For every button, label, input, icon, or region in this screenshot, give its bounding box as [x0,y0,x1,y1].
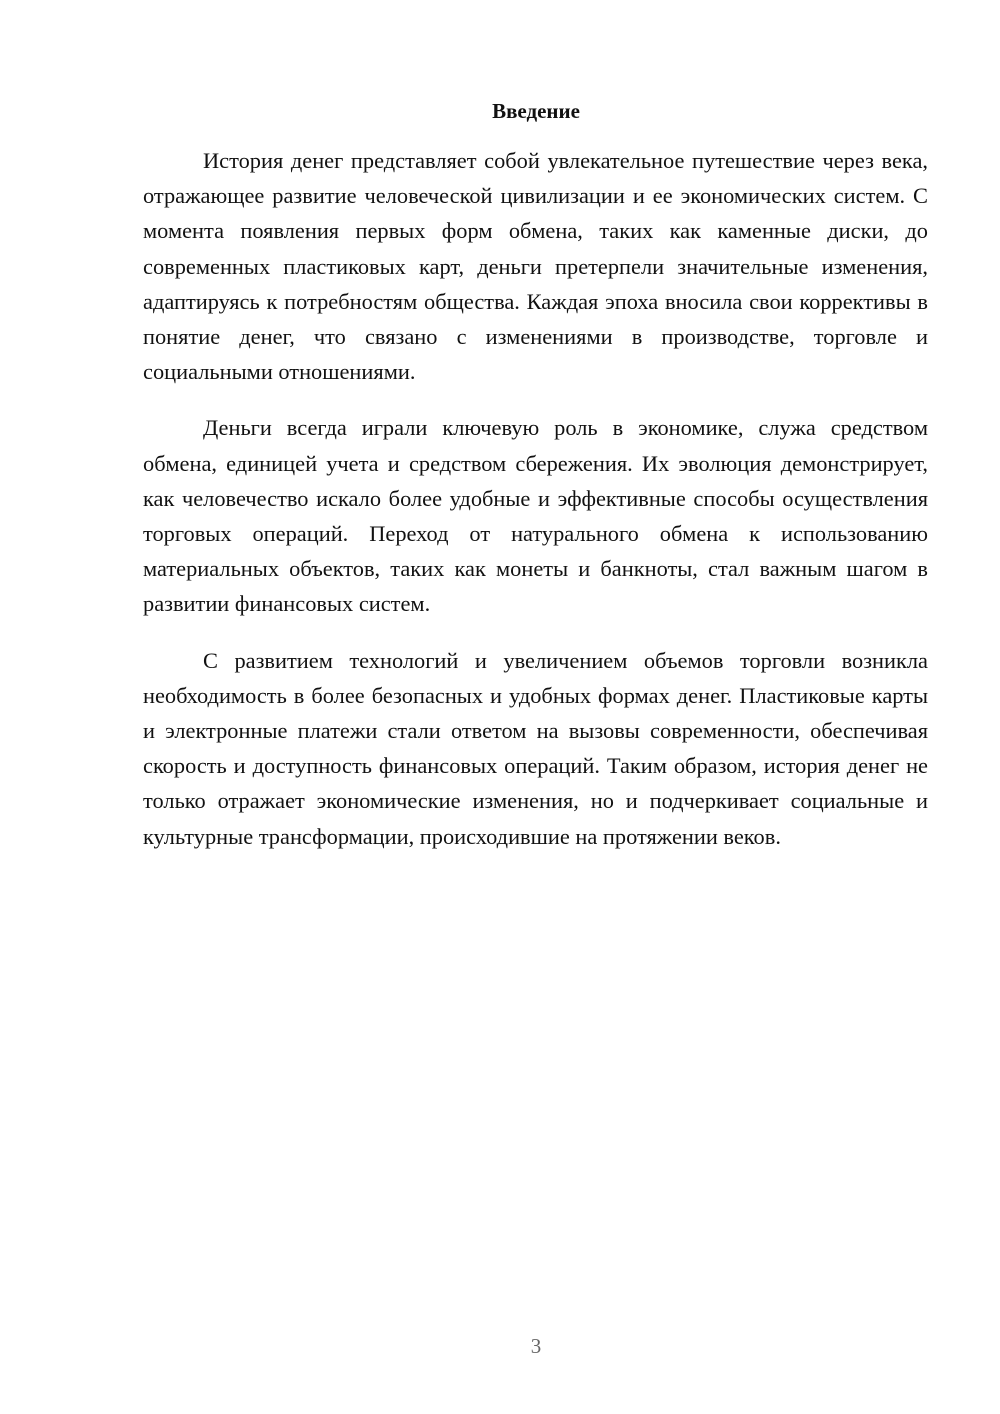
paragraph: История денег представляет собой увлекательное путешествие через века, отражающее развитие человеческой цивилизации и ее экономических систем. С момента появления первых форм обмена, таких как каменные диски, до современных пластиковых карт, деньги претерпели значительные изменения, адаптируясь к потребностям общества. Каждая эпоха вносила свои коррективы в понятие денег, что связано с изменениями в производстве, торговле и социальными отношениями. [143,148,928,385]
paragraph: С развитием технологий и увеличением объемов торговли возникла необходимость в более безопасных и удобных формах денег. Пластиковые карты и электронные платежи стали ответом на вызовы современности, обеспечивая скорость и доступность финансовых операций. Таким образом, история денег не только отражает экономические изменения, но и подчеркивает социальные и культурные трансформации, происходившие на протяжении веков. [143,647,928,849]
section-title: Введение [492,99,580,123]
paragraph: Деньги всегда играли ключевую роль в экономике, служа средством обмена, единицей учета и средством сбережения. Их эволюция демонстрирует, как человечество искало более удобные и эффективные способы осуществления торговых операций. Переход от натурального обмена к использованию материальных объектов, таких как монеты и банкноты, стал важным шагом в развитии финансовых систем. [143,415,928,617]
page-number: 3 [530,1334,542,1358]
body-text [143,143,928,875]
